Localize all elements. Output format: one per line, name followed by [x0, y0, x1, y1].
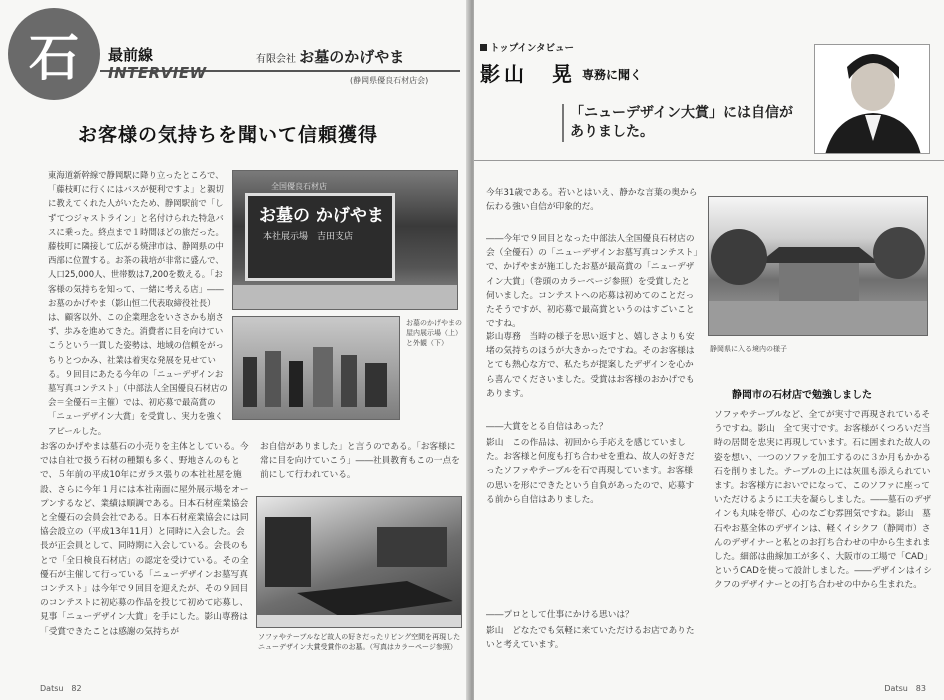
answer-1: 影山専務 当時の様子を思い返すと、嬉しさよりも安堵の気持ちのほうが大きかったですね。そのお客様はとても熱心な方で、私たちが提案したデザインを心から喜んでくださいました。受賞はお客様のおかげでもあります。 [486, 332, 695, 399]
interviewee-name: 影山 晃 [480, 62, 576, 86]
interview-tag: トップインタビュー [480, 40, 574, 54]
body-column-right: ソファやテーブルなど、全てが実寸で再現されているそうですね。影山 全て実寸です。お客様がくつろいだ当時の居間を忠実に再現しています。石に囲まれた故人の姿を想い、一つのソファを加工するのに３か月もかかる石を削りました。テーブルの上には灰皿も添えられています。お客様方においでになって、このソファに座っていただけるように工夫を凝らしました。――墓石のデザインも丸味を帯び、心のなごむ雰囲気ですね。影山 墓石やお墓全体のデザインは、軽くイシクフ（静岡市）さんのデザイナーと私とのお打ち合わせの中から生まれました。細部は曲線加工が多く、大阪市の工場で「CAD」というCADを使って設計しました。――デザインはイシクフのデザイナーとの打ち合わせの中から生まれた。 [714, 410, 933, 591]
page-number-left: Datsu 82 [40, 684, 82, 693]
answer-3: 影山 どなたでも気軽に来ていただけるお店でありたいと考えています。 [486, 626, 695, 651]
question-1: ――今年で９回目となった中部法人全国優良石材店の会（全優石）の「ニューデザインお墓写真コンテスト」で、かげやまが施工したお墓が最高賞の「ニューデザイン大賞」（巻頭のカラーページ参照）を受賞したと伺いました。コンテストへの応募は初めてのことだったそうですが、初応募で最高賞というのはすごいことですね。 [486, 234, 698, 330]
temple-photo [708, 196, 928, 336]
portrait-illustration [815, 45, 930, 154]
temple-illustration [709, 197, 928, 336]
showroom-illustration [233, 317, 400, 420]
section-title: 最前線 [108, 46, 154, 64]
body-column-2: お自信がありました」と言うのである。「お客様に常に目を向けていこう」――社員教育もこの一点を前にして行われている。 [260, 442, 460, 481]
temple-caption: 静岡県に入る境内の様子 [710, 345, 787, 353]
portrait-photo [814, 44, 930, 154]
subheading: 静岡市の石材店で勉強しました [732, 390, 872, 401]
stone-badge: 石 [8, 8, 100, 100]
store-photo-caption: お墓のかげやまの屋内展示場（上）と外観（下） [406, 319, 462, 347]
page-number-right: Datsu 83 [884, 684, 926, 693]
intro-paragraph: 東海道新幹線で静岡駅に降り立ったところで、「藤枝町に行くにはバスが便利ですよ」と親切に教えてくれた人がいたため、静岡駅前で「しずてつジャストライン」と名付けられた特急バスに乗った。終点まで１時間ほどの旅だった。藤枝町に隣接して広がる焼津市は、静岡県の中西部に位置する。お茶の栽培が非常に盛んで、人口25,000人、世帯数は7,200を数える。「お客様の気持ちを知って、一緒に考える店」――お墓のかげやま（影山恒二代表取締役社長）は、顧客以外、この企業理念をいささかも崩さず、歩みを進めてきた。消費者に目を向けていこうという一貫した姿勢は、地域の信頼をがっちりとつかみ、社業は着実な発展を見せている。９回目にあたる今年の「ニューデザインお墓写真コンテスト」（中部法人全国優良石材店の会＝全優石＝主催）では、初応募で最高賞の「ニューデザイン大賞」を受賞し、実力を強くアピールした。 [48, 170, 228, 436]
header-divider [474, 160, 944, 161]
tomb-illustration [257, 497, 462, 628]
company-prefix: 有限会社 [256, 54, 296, 65]
pull-quote: 「ニューデザイン大賞」には自信がありました。 [562, 104, 802, 142]
company-brand: お墓のかげやま [299, 48, 405, 66]
award-tomb-photo [256, 496, 462, 628]
article-headline: お客様の気持ちを聞いて信頼獲得 [78, 124, 379, 146]
store-sign: お墓の かげやま [259, 206, 384, 226]
body-column-1: お客のかげやまは墓石の小売りを主体としている。今では自社で扱う石材の種類も多く、野地さんのもとで、５年前の平成10年にガラス張りの本社社屋を施設、さらに今年１月には本社南面に屋外展示場をオープンするなど、業績は順調である。日本石材産業協会と全優石の会員会社である。日本石材産業協会には同協会設立の（平成13年11月）と同時に入会した。会長が正会員として、同時期に入会している。会長のもとで「全日検良石材店」の認定を受けている。その全優石が主催して行っている「ニューデザインお墓写真コンテスト」は今年で９回目を迎えたが、その９回目のコンテストに初応募の作品を投じて初めて応募し、見事「ニューデザイン大賞」を手にした。影山専務は「受賞できたことは感謝の気持ちが [40, 442, 249, 637]
store-sign-sub: 本社展示場 吉田支店 [263, 232, 354, 242]
left-page [0, 0, 470, 700]
section-label: INTERVIEW [108, 64, 207, 82]
question-2: ――大賞をとる自信はあった？ [486, 422, 608, 432]
store-ground [233, 285, 457, 309]
store-photo [232, 170, 458, 310]
association-note: (静岡県優良石材店会) [350, 76, 429, 85]
showroom-photo [232, 316, 400, 420]
answer-2: 影山 この作品は、初回から手応えを感じていました。お客様と何度も打ち合わせを重ね、故人の好きだったソファやテーブルを石で再現しています。お客様の思いを形にできたという自負があったので、応募する前から自信はありました。 [486, 438, 695, 505]
lead-text: 今年31歳である。若いとはいえ、静かな言葉の奥から伝わる強い自信が印象的だ。 [486, 188, 698, 213]
store-sign-top: 全国優良石材店 [271, 182, 327, 191]
tomb-caption: ソファやテーブルなど故人の好きだったリビング空間を再現したニューデザイン大賞受賞作のお墓。（写真はカラーページ参照） [258, 633, 461, 651]
question-3: ――プロとして仕事にかける思いは？ [486, 610, 634, 620]
company-name [256, 46, 404, 67]
interviewee-role: 専務に聞く [582, 68, 643, 82]
right-page [474, 0, 944, 700]
